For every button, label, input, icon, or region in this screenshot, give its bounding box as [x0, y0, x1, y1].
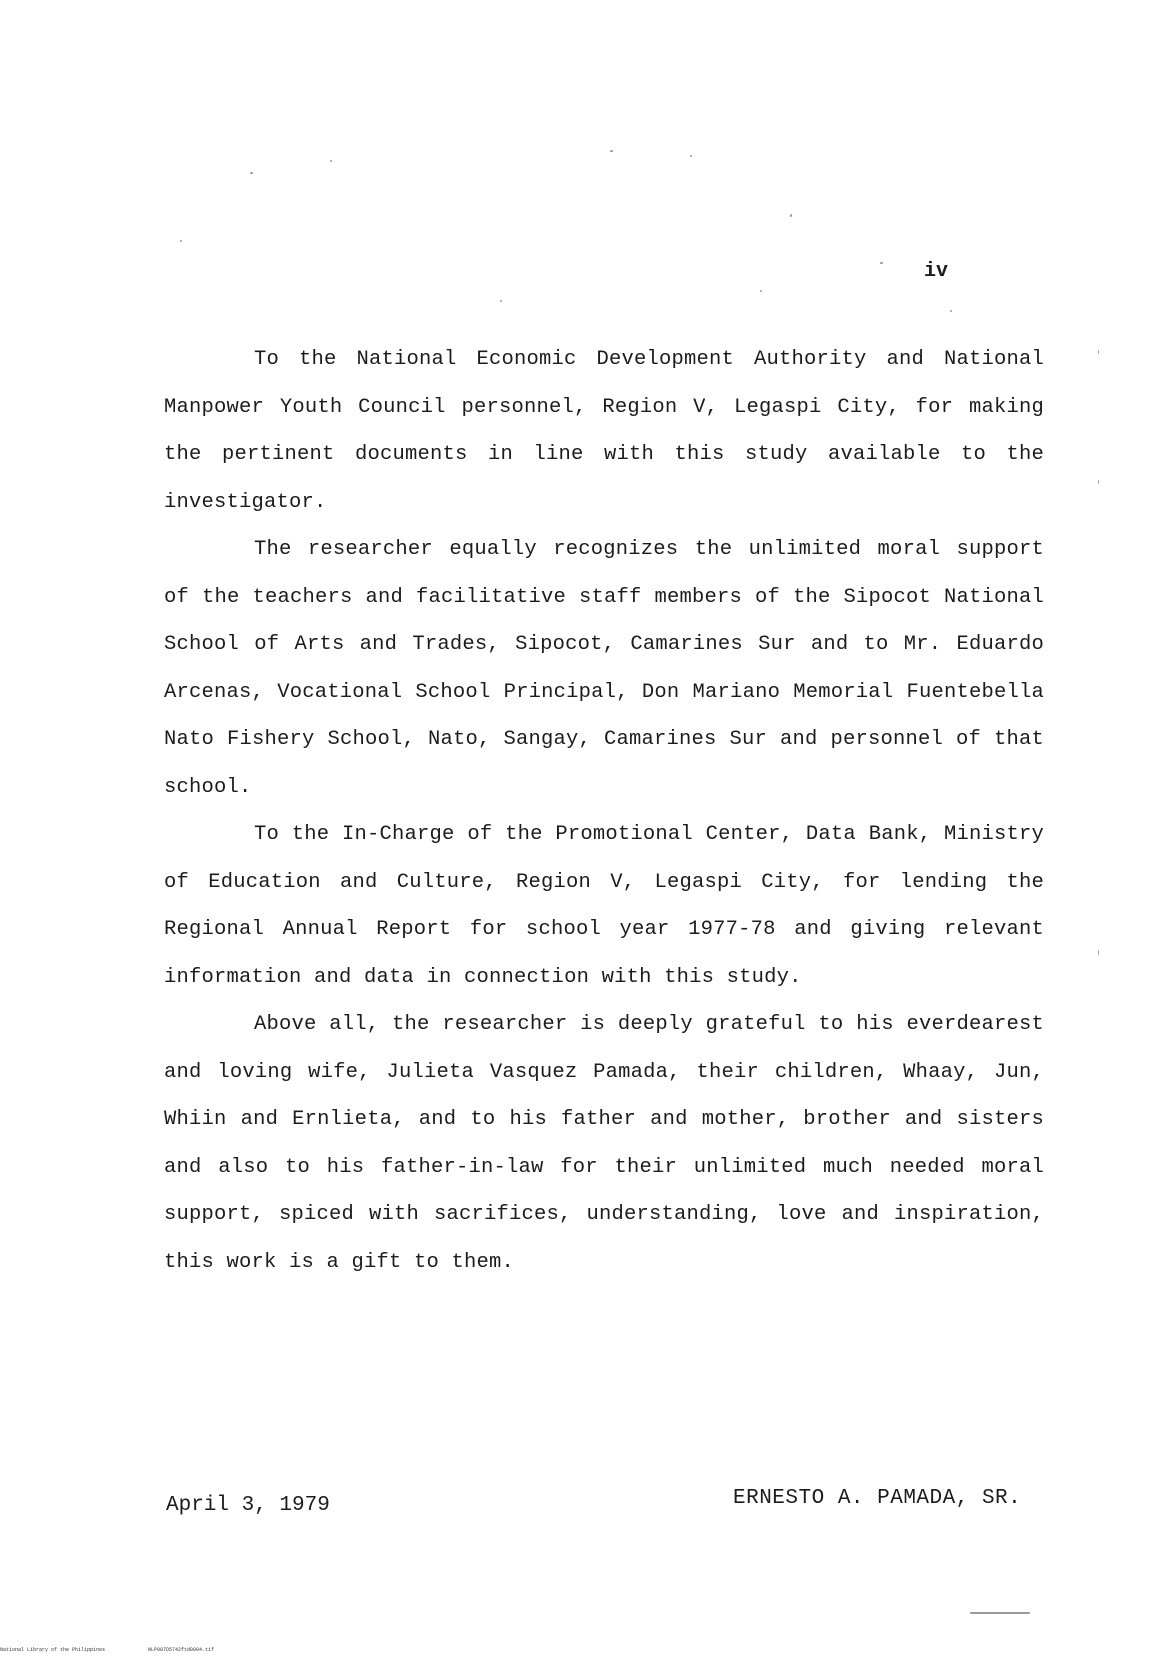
scan-speckle — [330, 160, 332, 162]
footer-library: National Library of the Philippines — [0, 1647, 106, 1653]
scan-speckle — [500, 300, 502, 302]
scan-speckle — [610, 150, 613, 152]
scan-speckle — [1098, 480, 1099, 484]
acknowledgement-paragraph: Above all, the researcher is deeply grateful to his everdearest and loving wife, Julieta Vasquez Pamada, their children, Whaay, Jun, Whiin and Ernlieta, and to his father and mother, brother and sisters and also to his father-in-law for their unlimited much needed moral support, spiced with sacrifices, understanding, love and inspiration, this work is a gift to them. — [164, 1013, 1044, 1274]
scan-speckle — [790, 214, 792, 217]
scan-speckle — [950, 310, 952, 312]
acknowledgement-paragraph: To the In-Charge of the Promotional Center, Data Bank, Ministry of Education and Culture, Region V, Legaspi City, for lending the Regional Annual Report for school year 1977-78 and giving relevant information and data in connection with this study. — [164, 823, 1044, 989]
scan-speckle — [690, 155, 692, 157]
scan-speckle — [760, 290, 762, 292]
scan-speckle — [970, 1612, 1030, 1614]
scan-speckle — [180, 240, 182, 242]
scan-speckle — [880, 262, 883, 264]
scan-footer — [0, 1646, 1172, 1654]
author-signature: ERNESTO A. PAMADA, SR. — [733, 1487, 1022, 1510]
acknowledgement-paragraph: The researcher equally recognizes the unlimited moral support of the teachers and facilitative staff members of the Sipocot National School of Arts and Trades, Sipocot, Camarines Sur and to Mr. Eduardo Arcenas, Vocational School Principal, Don Mariano Memorial Fuentebella Nato Fishery School, Nato, Sangay, Camarines Sur and personnel of that school. — [164, 538, 1044, 799]
scan-speckle — [1098, 350, 1099, 354]
acknowledgement-paragraph: To the National Economic Development Authority and National Manpower Youth Council personnel, Region V, Legaspi City, for making the pertinent documents in line with this study available to the investigator. — [164, 348, 1044, 514]
acknowledgement-body — [164, 336, 1044, 1286]
signature-date: April 3, 1979 — [166, 1494, 330, 1517]
page-number: iv — [924, 260, 949, 283]
scan-speckle — [1098, 950, 1099, 955]
footer-filename: NLP007D5742ftd0004.tif — [148, 1647, 215, 1653]
scan-speckle — [250, 172, 253, 174]
